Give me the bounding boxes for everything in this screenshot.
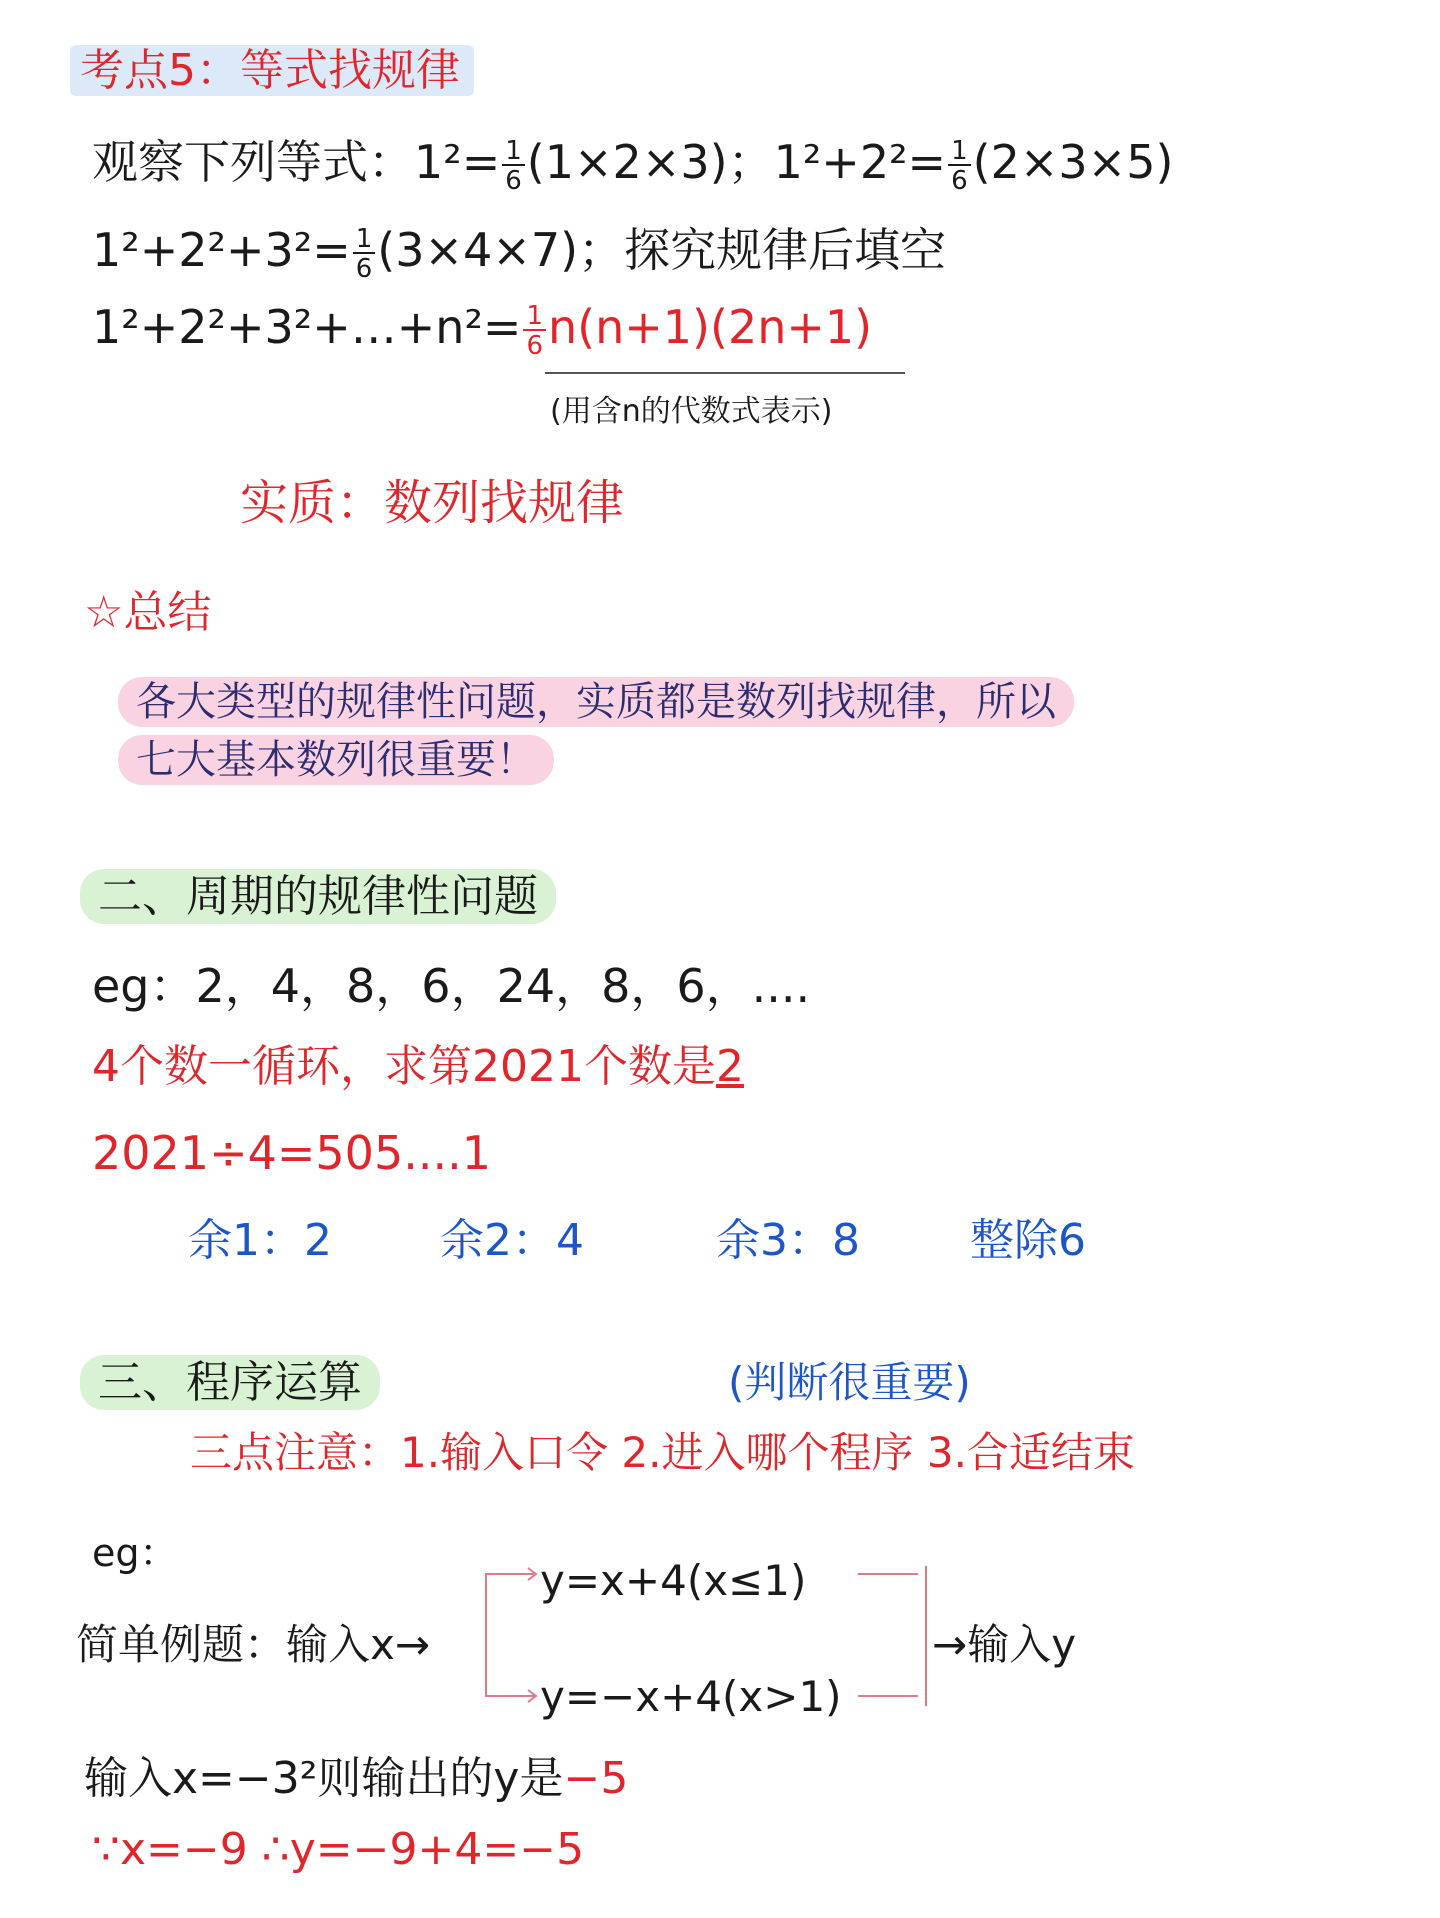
eq1-left: 1²=	[414, 135, 501, 189]
eq4-answer: n(n+1)(2n+1)	[547, 300, 873, 354]
fraction-one-sixth: $\frac{1}{6}$	[353, 226, 376, 282]
simple-example: 简单例题：输入x→	[76, 1620, 431, 1669]
answer-underline	[545, 372, 905, 374]
remainder-1: 余1：2	[188, 1215, 332, 1266]
eg-label: eg：	[92, 1531, 178, 1575]
equation-line-2	[92, 214, 946, 282]
branch-2: y=−x+4(x>1)	[540, 1672, 842, 1721]
section-three-title: 三、程序运算	[80, 1346, 380, 1410]
program-question: 输入x=−3²则输出的y是−5	[84, 1753, 629, 1804]
line1-lead: 观察下列等式：	[92, 135, 414, 189]
section-kaodian5-title: 考点5：等式找规律	[70, 34, 474, 98]
period-example: eg：2，4，8，6，24，8，6，....	[92, 959, 811, 1013]
eq2-left: 1²+2²=	[773, 135, 947, 189]
hint-text: (用含n的代数式表示)	[550, 394, 833, 429]
section-three-note: (判断很重要)	[728, 1358, 971, 1407]
eq3-right: (3×4×7)；探究规律后填空	[377, 223, 947, 277]
period-answer: 2	[715, 1041, 744, 1092]
program-answer: −5	[563, 1753, 629, 1804]
eq2-right: (2×3×5)	[972, 135, 1174, 189]
period-question: 4个数一循环，求第2021个数是2	[92, 1041, 744, 1092]
equation-line-3	[92, 300, 872, 359]
fraction-one-sixth: $\frac{1}{6}$	[523, 303, 546, 359]
essence-text: 实质：数列找规律	[240, 475, 625, 531]
summary-line-1: 各大类型的规律性问题，实质都是数列找规律，所以	[118, 670, 1074, 727]
summary-line-2: 七大基本数列很重要！	[118, 728, 554, 785]
eq1-right: (1×2×3)；	[526, 135, 774, 189]
fraction-one-sixth: $\frac{1}{6}$	[502, 138, 525, 194]
remainder-3: 余3：8	[716, 1215, 860, 1266]
division-calc: 2021÷4=505....1	[92, 1126, 491, 1180]
program-solution: ∵x=−9 ∴y=−9+4=−5	[92, 1824, 585, 1875]
attention-points: 三点注意：1.输入口令 2.进入哪个程序 3.合适结束	[190, 1428, 1135, 1477]
remainder-2: 余2：4	[440, 1215, 584, 1266]
star-icon: ☆	[84, 587, 124, 638]
branch-1: y=x+4(x≤1)	[540, 1556, 807, 1605]
fraction-one-sixth: $\frac{1}{6}$	[948, 138, 971, 194]
eq4-left: 1²+2²+3²+…+n²=	[92, 300, 522, 354]
eq3-left: 1²+2²+3²=	[92, 223, 351, 277]
remainder-0: 整除6	[970, 1215, 1086, 1266]
summary-title: ☆总结	[84, 587, 212, 638]
equation-line-1	[92, 126, 1173, 194]
section-two-title: 二、周期的规律性问题	[80, 860, 556, 924]
output-label: →输入y	[932, 1620, 1077, 1669]
